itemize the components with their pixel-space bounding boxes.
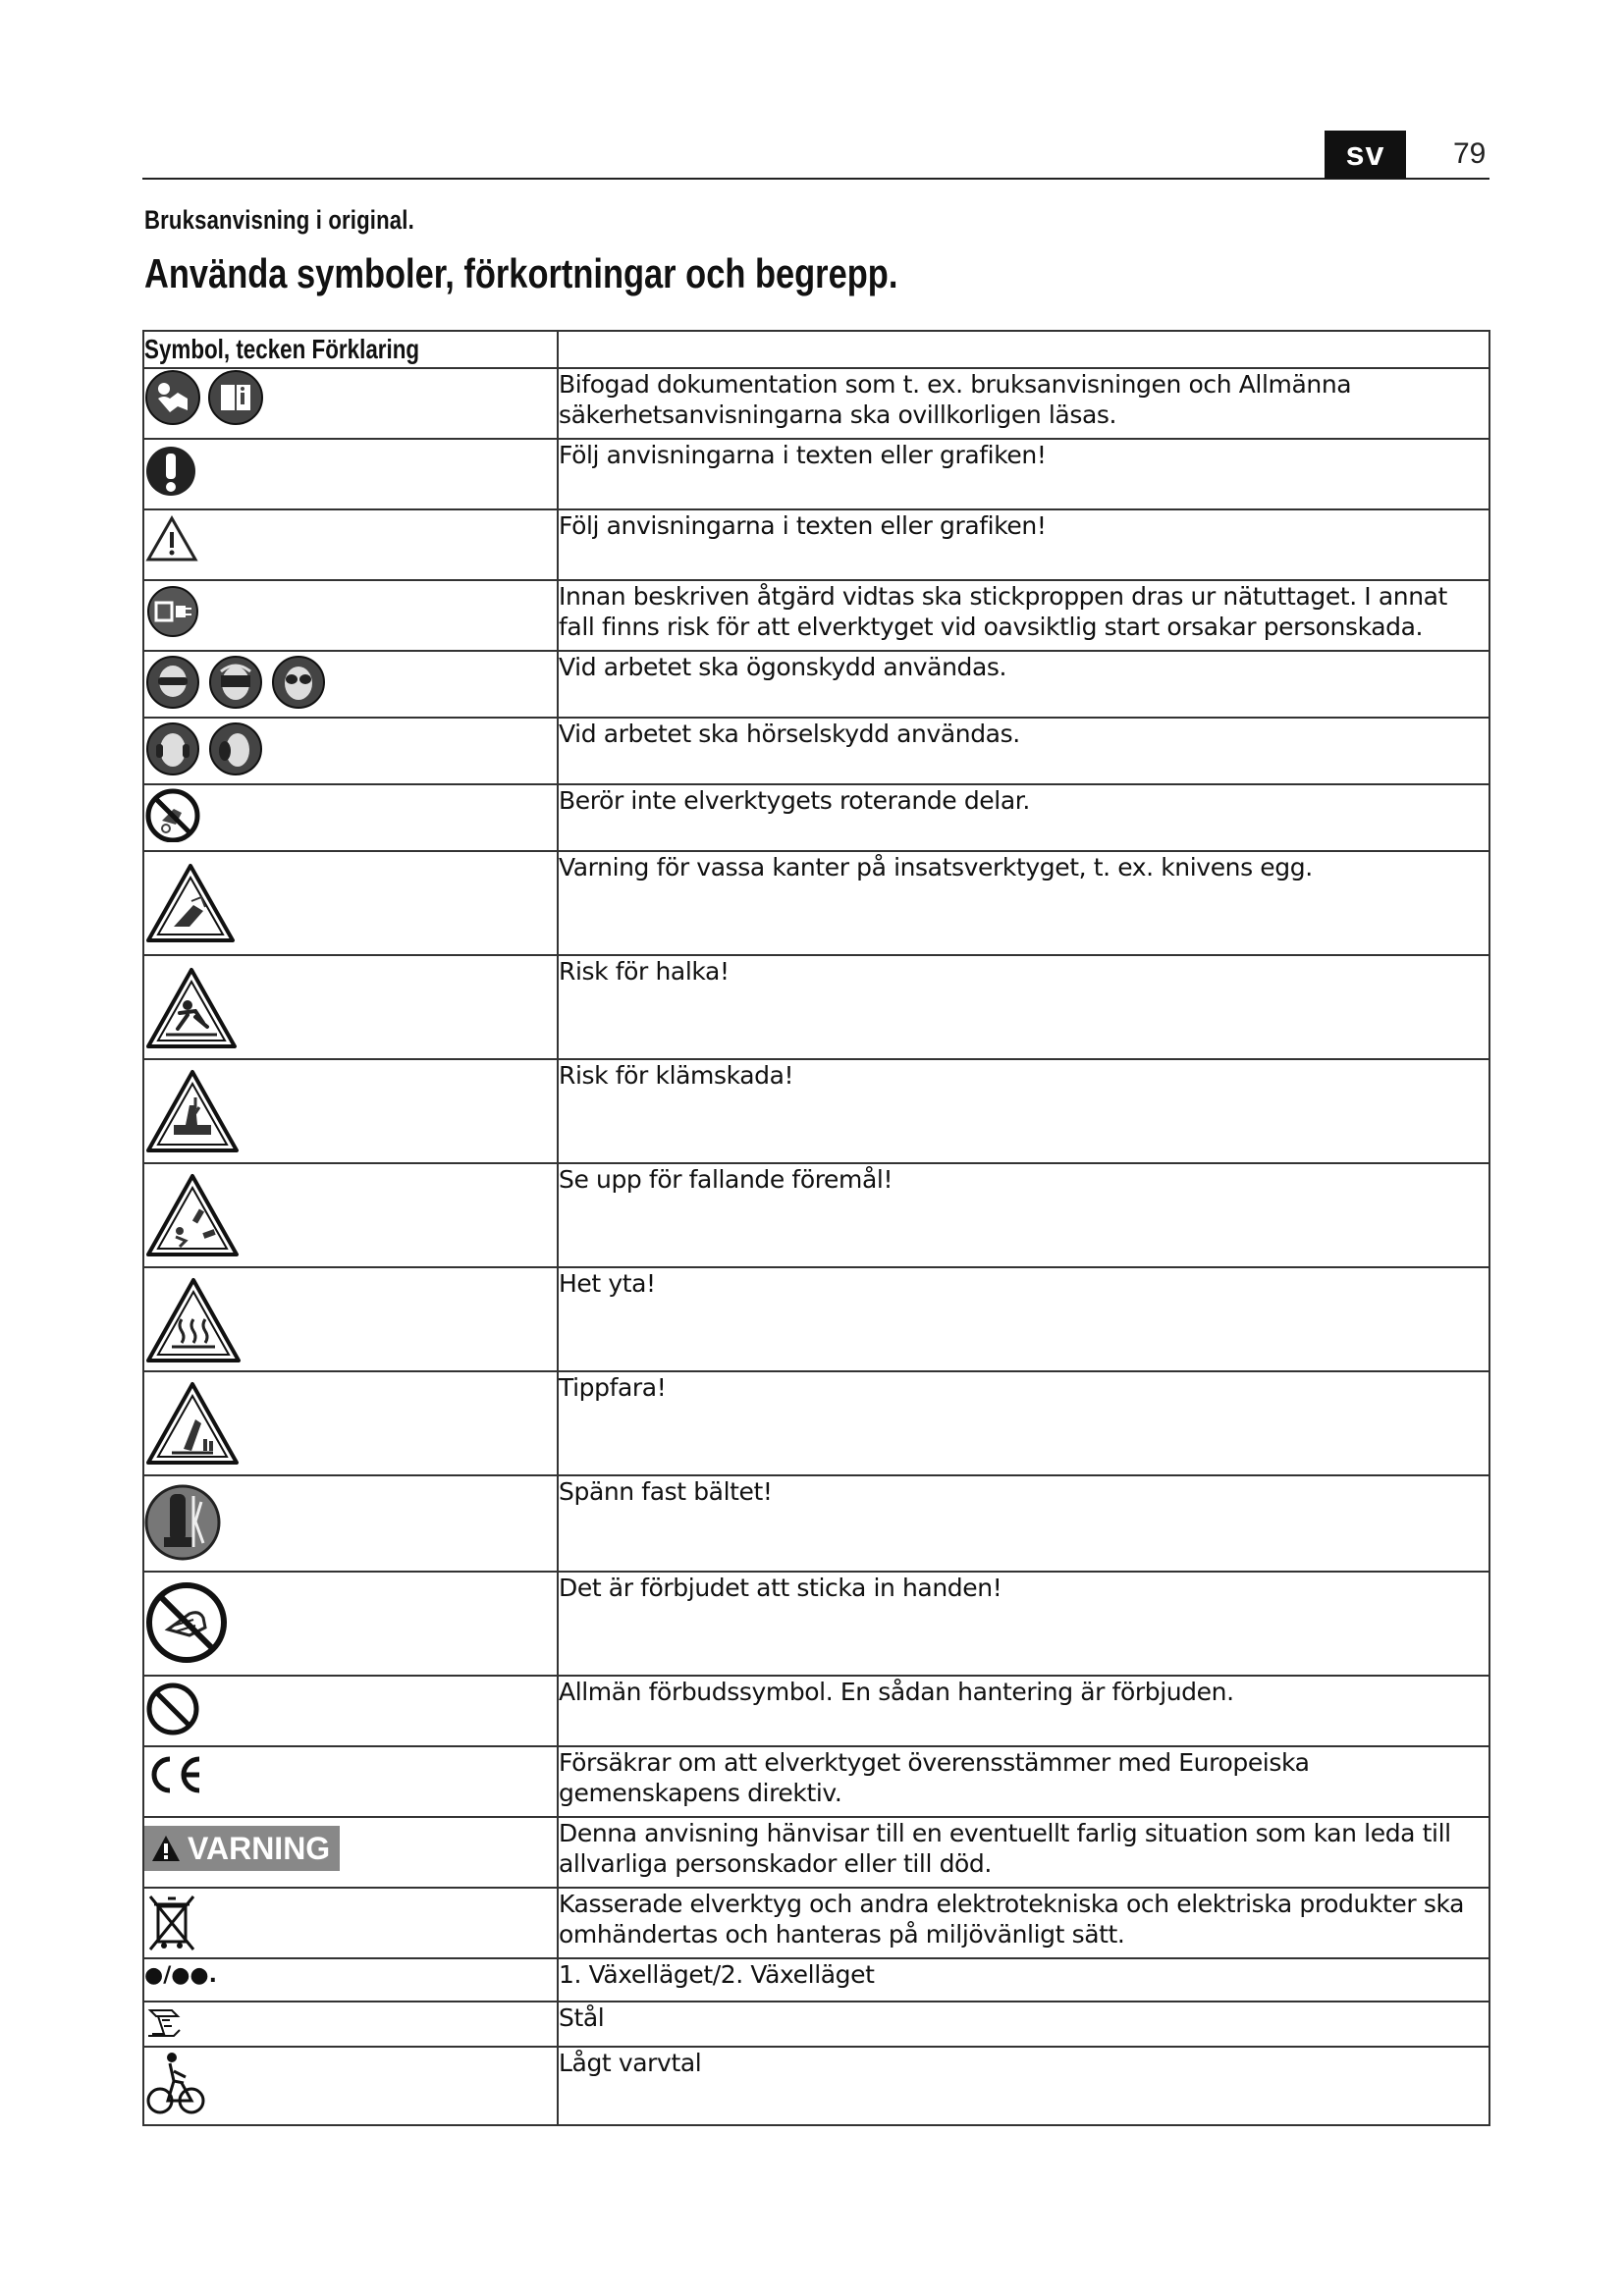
symbol-cell <box>143 1746 558 1817</box>
table-row <box>143 1267 1489 1371</box>
header-explanation-cell <box>558 331 1489 368</box>
symbol-cell <box>143 1817 558 1888</box>
symbol-cell <box>143 651 558 718</box>
explanation-cell: Bifogad dokumentation som t. ex. bruksanvisningen och Allmänna säkerhetsanvisningarna ska ovillkorligen läsas. <box>558 368 1489 439</box>
crush-hazard-icon <box>144 1068 241 1154</box>
table-row <box>143 1163 1489 1267</box>
symbol-cell <box>143 2047 558 2125</box>
crossed-bin-icon <box>144 1893 199 1953</box>
explanation-cell: Varning för vassa kanter på insatsverktyget, t. ex. knivens egg. <box>558 851 1489 955</box>
language-badge: sv <box>1325 131 1406 179</box>
table-row <box>143 439 1489 509</box>
symbol-cell <box>143 1163 558 1267</box>
document-subtitle: Bruksanvisning i original. <box>144 205 414 235</box>
explanation-cell: Följ anvisningarna i texten eller grafiken! <box>558 509 1489 580</box>
symbol-cell <box>143 718 558 784</box>
no-touch-rotating-icon <box>144 785 201 842</box>
explanation-cell: Försäkrar om att elverktyget överensstämmer med Europeiska gemenskapens direktiv. <box>558 1746 1489 1817</box>
explanation-cell: Berör inte elverktygets roterande delar. <box>558 784 1489 851</box>
table-row <box>143 1371 1489 1475</box>
seat-belt-icon <box>144 1482 221 1563</box>
symbol-cell <box>143 1572 558 1676</box>
symbols-table <box>142 330 1490 2126</box>
explanation-cell: Vid arbetet ska hörselskydd användas. <box>558 718 1489 784</box>
explanation-cell: Spänn fast bältet! <box>558 1475 1489 1572</box>
table-row <box>143 1888 1489 1958</box>
ear-protection-icon <box>144 719 201 775</box>
hot-surface-icon <box>144 1276 243 1364</box>
table-row <box>143 1958 1489 2002</box>
explanation-cell: Risk för klämskada! <box>558 1059 1489 1163</box>
warning-triangle-icon <box>144 510 199 565</box>
table-row <box>143 784 1489 851</box>
steel-icon <box>144 2004 184 2042</box>
symbol-cell <box>143 580 558 651</box>
mandatory-exclamation-icon <box>144 440 197 499</box>
sharp-edges-warning-icon <box>144 862 237 944</box>
explanation-cell: Kasserade elverktyg och andra elektrotekniska och elektriska produkter ska omhändertas och hanteras på miljövänligt sätt. <box>558 1888 1489 1958</box>
table-header-row <box>143 331 1489 368</box>
symbol-cell <box>143 509 558 580</box>
page-title: Använda symboler, förkortningar och begrepp. <box>144 250 898 296</box>
symbol-cell <box>143 1958 558 2002</box>
no-hand-insert-icon <box>144 1580 229 1665</box>
warning-badge <box>144 1826 340 1871</box>
symbol-cell <box>143 1267 558 1371</box>
explanation-cell: Denna anvisning hänvisar till en eventuellt farlig situation som kan leda till allvarliga personskador eller till död. <box>558 1817 1489 1888</box>
table-row <box>143 580 1489 651</box>
falling-objects-icon <box>144 1172 241 1258</box>
symbol-cell <box>143 1059 558 1163</box>
symbol-cell <box>143 1475 558 1572</box>
symbol-cell <box>143 1676 558 1746</box>
ear-muff-icon <box>207 719 264 775</box>
page-number: 79 <box>1453 137 1487 170</box>
goggles-icon <box>270 652 327 709</box>
explanation-cell: Lågt varvtal <box>558 2047 1489 2125</box>
table-row <box>143 2047 1489 2125</box>
explanation-cell: Innan beskriven åtgärd vidtas ska stickproppen dras ur nätuttaget. I annat fall finns risk för att elverktyget vid oavsiktlig start orsakar personskada. <box>558 580 1489 651</box>
symbol-cell <box>143 851 558 955</box>
explanation-cell: Se upp för fallande föremål! <box>558 1163 1489 1267</box>
explanation-cell: Vid arbetet ska ögonskydd användas. <box>558 651 1489 718</box>
explanation-cell: Det är förbjudet att sticka in handen! <box>558 1572 1489 1676</box>
ce-mark-icon <box>144 1751 207 1798</box>
symbol-cell <box>143 368 558 439</box>
unplug-icon <box>144 581 201 638</box>
header-rule <box>142 178 1489 180</box>
table-row <box>143 851 1489 955</box>
explanation-cell: Allmän förbudssymbol. En sådan hantering är förbjuden. <box>558 1676 1489 1746</box>
explanation-cell: Följ anvisningarna i texten eller grafiken! <box>558 439 1489 509</box>
face-shield-icon <box>207 652 264 709</box>
table-row <box>143 1746 1489 1817</box>
explanation-cell: 1. Växelläget/2. Växelläget <box>558 1958 1489 2002</box>
slip-hazard-icon <box>144 966 239 1050</box>
header-symbol-label: Symbol, tecken Förklaring <box>144 334 420 364</box>
explanation-cell: Risk för halka! <box>558 955 1489 1059</box>
table-row <box>143 1572 1489 1676</box>
symbol-cell <box>143 439 558 509</box>
explanation-cell: Tippfara! <box>558 1371 1489 1475</box>
warning-badge-label: VARNING <box>188 1830 331 1866</box>
table-row <box>143 1676 1489 1746</box>
symbol-cell <box>143 784 558 851</box>
table-row <box>143 651 1489 718</box>
table-row <box>143 509 1489 580</box>
table-row <box>143 1817 1489 1888</box>
prohibition-icon <box>144 1681 201 1737</box>
explanation-cell: Het yta! <box>558 1267 1489 1371</box>
info-manual-icon <box>207 369 264 426</box>
tip-over-icon <box>144 1380 241 1467</box>
symbol-cell <box>143 1371 558 1475</box>
table-row <box>143 2002 1489 2047</box>
low-speed-cyclist-icon <box>144 2050 209 2118</box>
table-row <box>143 1475 1489 1572</box>
header-symbol-cell <box>143 331 558 368</box>
warning-badge-icon <box>150 1834 182 1863</box>
table-row <box>143 1059 1489 1163</box>
explanation-cell: Stål <box>558 2002 1489 2047</box>
symbol-cell <box>143 955 558 1059</box>
eye-protection-icon <box>144 652 201 709</box>
read-manual-icon <box>144 369 201 426</box>
symbol-cell <box>143 1888 558 1958</box>
symbol-cell <box>143 2002 558 2047</box>
gear-dots-icon: ●/●●. <box>144 1963 217 1988</box>
table-row <box>143 718 1489 784</box>
table-row <box>143 955 1489 1059</box>
table-row <box>143 368 1489 439</box>
